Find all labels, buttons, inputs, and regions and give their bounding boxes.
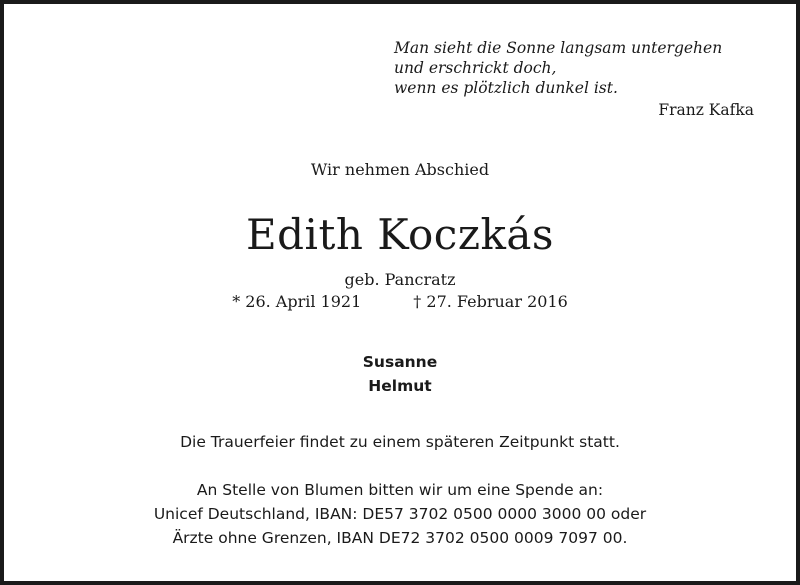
deceased-name: Edith Koczkás	[246, 210, 554, 259]
death-date: † 27. Februar 2016	[413, 292, 568, 311]
donation-line: Ärzte ohne Grenzen, IBAN DE72 3702 0500 0009 7097 00.	[172, 529, 628, 547]
quote-author: Franz Kafka	[658, 101, 754, 119]
birth-date: * 26. April 1921	[232, 292, 362, 311]
quote-line: und erschrickt doch,	[394, 59, 557, 77]
family-member: Helmut	[368, 377, 432, 395]
kafka-quote	[394, 38, 754, 120]
family-members	[0, 350, 800, 398]
donation-request	[0, 478, 800, 550]
quote-line: Man sieht die Sonne langsam untergehen	[394, 39, 723, 57]
life-dates	[0, 292, 800, 311]
quote-line: wenn es plötzlich dunkel ist.	[394, 79, 618, 97]
intro-text: Wir nehmen Abschied	[310, 160, 490, 179]
donation-line: An Stelle von Blumen bitten wir um eine Spende an:	[196, 481, 604, 499]
maiden-name: geb. Pancratz	[344, 270, 456, 289]
funeral-notice: Die Trauerfeier findet zu einem späteren Zeitpunkt statt.	[180, 433, 620, 451]
donation-line: Unicef Deutschland, IBAN: DE57 3702 0500 0000 3000 00 oder	[153, 505, 647, 523]
family-member: Susanne	[362, 353, 438, 371]
